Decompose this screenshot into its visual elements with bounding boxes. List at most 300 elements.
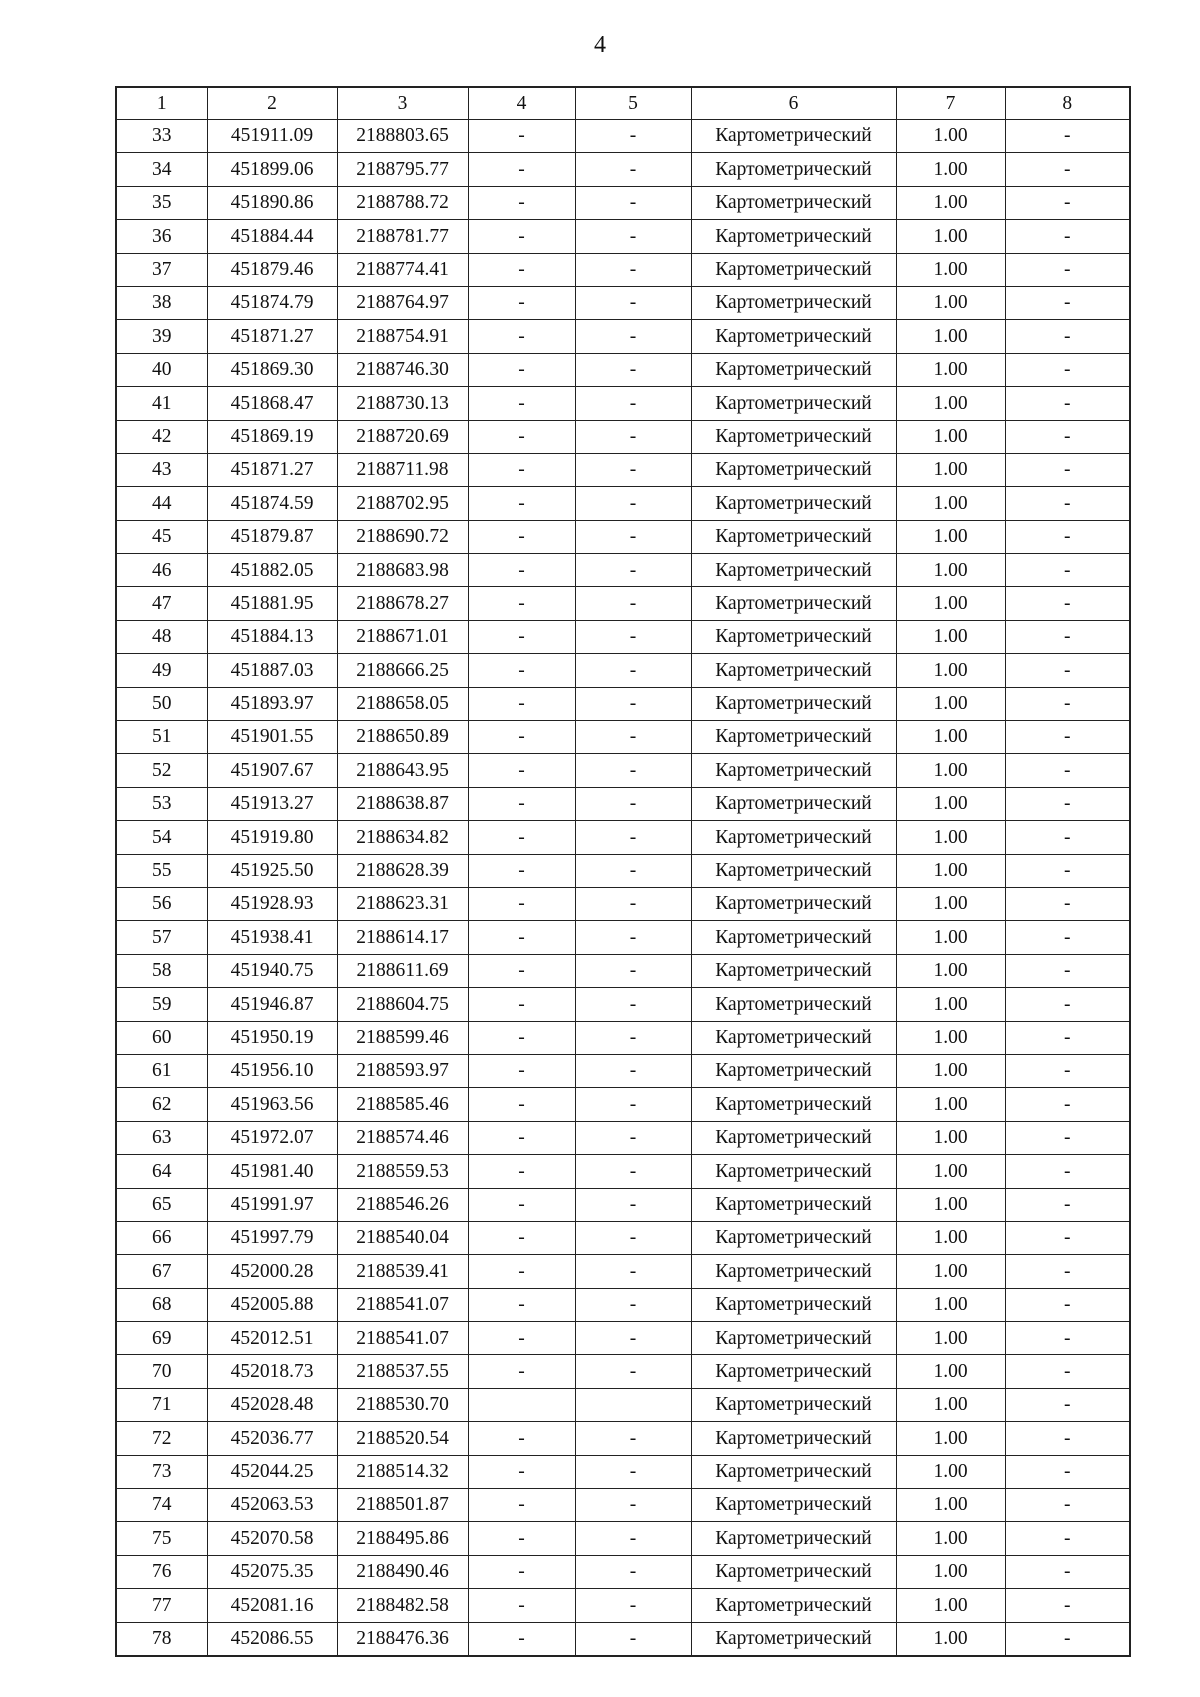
table-row xyxy=(116,153,1130,186)
column-header-8: 8 xyxy=(1005,87,1130,120)
x-coordinate-cell: 451871.27 xyxy=(207,453,337,486)
table-row xyxy=(116,1188,1130,1221)
table-row xyxy=(116,286,1130,319)
x-coordinate-cell: 451882.05 xyxy=(207,554,337,587)
x-coordinate-cell: 451887.03 xyxy=(207,654,337,687)
method-cell: Картометрический xyxy=(691,1355,896,1388)
column-4-cell: - xyxy=(468,1622,575,1656)
accuracy-cell: 1.00 xyxy=(896,1221,1005,1254)
column-5-cell: - xyxy=(575,821,691,854)
x-coordinate-cell: 451869.19 xyxy=(207,420,337,453)
accuracy-cell: 1.00 xyxy=(896,1555,1005,1588)
table-row xyxy=(116,487,1130,520)
point-number-cell: 51 xyxy=(116,721,207,754)
column-8-cell: - xyxy=(1005,554,1130,587)
y-coordinate-cell: 2188634.82 xyxy=(337,821,468,854)
column-4-cell: - xyxy=(468,520,575,553)
table-row xyxy=(116,954,1130,987)
accuracy-cell: 1.00 xyxy=(896,153,1005,186)
point-number-cell: 58 xyxy=(116,954,207,987)
column-8-cell: - xyxy=(1005,954,1130,987)
column-8-cell: - xyxy=(1005,1188,1130,1221)
method-cell: Картометрический xyxy=(691,554,896,587)
table-row xyxy=(116,1221,1130,1254)
column-8-cell: - xyxy=(1005,1555,1130,1588)
x-coordinate-cell: 452000.28 xyxy=(207,1255,337,1288)
column-8-cell: - xyxy=(1005,1322,1130,1355)
accuracy-cell: 1.00 xyxy=(896,453,1005,486)
x-coordinate-cell: 451869.30 xyxy=(207,353,337,386)
y-coordinate-cell: 2188678.27 xyxy=(337,587,468,620)
x-coordinate-cell: 452086.55 xyxy=(207,1622,337,1656)
point-number-cell: 37 xyxy=(116,253,207,286)
point-number-cell: 57 xyxy=(116,921,207,954)
method-cell: Картометрический xyxy=(691,387,896,420)
column-8-cell: - xyxy=(1005,120,1130,153)
y-coordinate-cell: 2188650.89 xyxy=(337,721,468,754)
x-coordinate-cell: 452044.25 xyxy=(207,1455,337,1488)
table-row xyxy=(116,1589,1130,1622)
column-header-6: 6 xyxy=(691,87,896,120)
column-5-cell: - xyxy=(575,153,691,186)
accuracy-cell: 1.00 xyxy=(896,654,1005,687)
column-4-cell: - xyxy=(468,353,575,386)
column-4-cell: - xyxy=(468,654,575,687)
table-row xyxy=(116,754,1130,787)
table-row xyxy=(116,1021,1130,1054)
accuracy-cell: 1.00 xyxy=(896,787,1005,820)
point-number-cell: 62 xyxy=(116,1088,207,1121)
column-5-cell: - xyxy=(575,1255,691,1288)
accuracy-cell: 1.00 xyxy=(896,1422,1005,1455)
column-8-cell: - xyxy=(1005,1255,1130,1288)
accuracy-cell: 1.00 xyxy=(896,1455,1005,1488)
method-cell: Картометрический xyxy=(691,520,896,553)
column-4-cell: - xyxy=(468,1054,575,1087)
x-coordinate-cell: 451884.44 xyxy=(207,220,337,253)
column-5-cell: - xyxy=(575,1088,691,1121)
table-row xyxy=(116,620,1130,653)
point-number-cell: 42 xyxy=(116,420,207,453)
table-row xyxy=(116,587,1130,620)
accuracy-cell: 1.00 xyxy=(896,120,1005,153)
table-row xyxy=(116,787,1130,820)
x-coordinate-cell: 451879.87 xyxy=(207,520,337,553)
column-5-cell: - xyxy=(575,1622,691,1656)
y-coordinate-cell: 2188604.75 xyxy=(337,988,468,1021)
point-number-cell: 60 xyxy=(116,1021,207,1054)
column-4-cell: - xyxy=(468,587,575,620)
method-cell: Картометрический xyxy=(691,1088,896,1121)
table-row xyxy=(116,253,1130,286)
method-cell: Картометрический xyxy=(691,687,896,720)
method-cell: Картометрический xyxy=(691,1622,896,1656)
column-4-cell: - xyxy=(468,153,575,186)
x-coordinate-cell: 451907.67 xyxy=(207,754,337,787)
column-8-cell: - xyxy=(1005,1622,1130,1656)
y-coordinate-cell: 2188803.65 xyxy=(337,120,468,153)
accuracy-cell: 1.00 xyxy=(896,921,1005,954)
table-row xyxy=(116,353,1130,386)
table-row xyxy=(116,821,1130,854)
column-4-cell: - xyxy=(468,1322,575,1355)
column-4-cell: - xyxy=(468,253,575,286)
column-5-cell: - xyxy=(575,1288,691,1321)
column-8-cell: - xyxy=(1005,420,1130,453)
point-number-cell: 50 xyxy=(116,687,207,720)
column-8-cell: - xyxy=(1005,253,1130,286)
column-5-cell: - xyxy=(575,1322,691,1355)
point-number-cell: 33 xyxy=(116,120,207,153)
column-8-cell: - xyxy=(1005,821,1130,854)
table-row xyxy=(116,887,1130,920)
column-8-cell: - xyxy=(1005,1121,1130,1154)
column-4-cell: - xyxy=(468,1422,575,1455)
point-number-cell: 56 xyxy=(116,887,207,920)
point-number-cell: 72 xyxy=(116,1422,207,1455)
method-cell: Картометрический xyxy=(691,220,896,253)
table-row xyxy=(116,1288,1130,1321)
point-number-cell: 55 xyxy=(116,854,207,887)
accuracy-cell: 1.00 xyxy=(896,520,1005,553)
column-4-cell: - xyxy=(468,186,575,219)
column-5-cell: - xyxy=(575,587,691,620)
y-coordinate-cell: 2188514.32 xyxy=(337,1455,468,1488)
x-coordinate-cell: 451871.27 xyxy=(207,320,337,353)
column-8-cell: - xyxy=(1005,787,1130,820)
accuracy-cell: 1.00 xyxy=(896,1021,1005,1054)
accuracy-cell: 1.00 xyxy=(896,320,1005,353)
x-coordinate-cell: 451956.10 xyxy=(207,1054,337,1087)
method-cell: Картометрический xyxy=(691,1288,896,1321)
y-coordinate-cell: 2188781.77 xyxy=(337,220,468,253)
point-number-cell: 52 xyxy=(116,754,207,787)
y-coordinate-cell: 2188541.07 xyxy=(337,1288,468,1321)
method-cell: Картометрический xyxy=(691,887,896,920)
column-4-cell: - xyxy=(468,1188,575,1221)
table-row xyxy=(116,1322,1130,1355)
point-number-cell: 78 xyxy=(116,1622,207,1656)
point-number-cell: 68 xyxy=(116,1288,207,1321)
column-8-cell: - xyxy=(1005,220,1130,253)
table-row xyxy=(116,1422,1130,1455)
table-row xyxy=(116,1489,1130,1522)
column-4-cell: - xyxy=(468,854,575,887)
column-4-cell: - xyxy=(468,1255,575,1288)
table-row xyxy=(116,988,1130,1021)
column-4-cell: - xyxy=(468,887,575,920)
accuracy-cell: 1.00 xyxy=(896,554,1005,587)
point-number-cell: 48 xyxy=(116,620,207,653)
column-5-cell: - xyxy=(575,554,691,587)
column-8-cell: - xyxy=(1005,620,1130,653)
table-row xyxy=(116,654,1130,687)
column-5-cell: - xyxy=(575,1489,691,1522)
table-row xyxy=(116,1121,1130,1154)
table-row xyxy=(116,1088,1130,1121)
point-number-cell: 74 xyxy=(116,1489,207,1522)
y-coordinate-cell: 2188539.41 xyxy=(337,1255,468,1288)
table-row xyxy=(116,1388,1130,1421)
y-coordinate-cell: 2188495.86 xyxy=(337,1522,468,1555)
method-cell: Картометрический xyxy=(691,186,896,219)
column-4-cell: - xyxy=(468,1155,575,1188)
accuracy-cell: 1.00 xyxy=(896,687,1005,720)
column-8-cell: - xyxy=(1005,654,1130,687)
point-number-cell: 53 xyxy=(116,787,207,820)
method-cell: Картометрический xyxy=(691,120,896,153)
point-number-cell: 66 xyxy=(116,1221,207,1254)
column-header-1: 1 xyxy=(116,87,207,120)
method-cell: Картометрический xyxy=(691,153,896,186)
column-5-cell: - xyxy=(575,988,691,1021)
accuracy-cell: 1.00 xyxy=(896,353,1005,386)
accuracy-cell: 1.00 xyxy=(896,1188,1005,1221)
column-4-cell: - xyxy=(468,1021,575,1054)
table-row xyxy=(116,1622,1130,1656)
column-5-cell: - xyxy=(575,286,691,319)
column-8-cell: - xyxy=(1005,1388,1130,1421)
column-5-cell: - xyxy=(575,754,691,787)
x-coordinate-cell: 452070.58 xyxy=(207,1522,337,1555)
x-coordinate-cell: 452028.48 xyxy=(207,1388,337,1421)
method-cell: Картометрический xyxy=(691,1555,896,1588)
point-number-cell: 35 xyxy=(116,186,207,219)
point-number-cell: 75 xyxy=(116,1522,207,1555)
accuracy-cell: 1.00 xyxy=(896,854,1005,887)
method-cell: Картометрический xyxy=(691,954,896,987)
column-8-cell: - xyxy=(1005,721,1130,754)
table-row xyxy=(116,220,1130,253)
method-cell: Картометрический xyxy=(691,754,896,787)
table-row xyxy=(116,1555,1130,1588)
table-row xyxy=(116,320,1130,353)
column-4-cell: - xyxy=(468,1221,575,1254)
column-8-cell: - xyxy=(1005,921,1130,954)
column-4-cell: - xyxy=(468,554,575,587)
column-4-cell: - xyxy=(468,721,575,754)
y-coordinate-cell: 2188501.87 xyxy=(337,1489,468,1522)
method-cell: Картометрический xyxy=(691,453,896,486)
table-header-row xyxy=(116,87,1130,120)
column-4-cell: - xyxy=(468,1288,575,1321)
column-8-cell: - xyxy=(1005,1155,1130,1188)
x-coordinate-cell: 451901.55 xyxy=(207,721,337,754)
column-5-cell: - xyxy=(575,1054,691,1087)
column-4-cell: - xyxy=(468,620,575,653)
y-coordinate-cell: 2188599.46 xyxy=(337,1021,468,1054)
x-coordinate-cell: 451938.41 xyxy=(207,921,337,954)
column-8-cell: - xyxy=(1005,387,1130,420)
y-coordinate-cell: 2188795.77 xyxy=(337,153,468,186)
y-coordinate-cell: 2188585.46 xyxy=(337,1088,468,1121)
x-coordinate-cell: 452005.88 xyxy=(207,1288,337,1321)
x-coordinate-cell: 451911.09 xyxy=(207,120,337,153)
point-number-cell: 70 xyxy=(116,1355,207,1388)
column-4-cell: - xyxy=(468,1522,575,1555)
x-coordinate-cell: 451879.46 xyxy=(207,253,337,286)
column-8-cell: - xyxy=(1005,286,1130,319)
table-row xyxy=(116,1255,1130,1288)
x-coordinate-cell: 451890.86 xyxy=(207,186,337,219)
column-4-cell: - xyxy=(468,420,575,453)
accuracy-cell: 1.00 xyxy=(896,1155,1005,1188)
accuracy-cell: 1.00 xyxy=(896,988,1005,1021)
method-cell: Картометрический xyxy=(691,1121,896,1154)
method-cell: Картометрический xyxy=(691,1221,896,1254)
column-4-cell xyxy=(468,1388,575,1421)
point-number-cell: 73 xyxy=(116,1455,207,1488)
method-cell: Картометрический xyxy=(691,1388,896,1421)
x-coordinate-cell: 451874.79 xyxy=(207,286,337,319)
y-coordinate-cell: 2188774.41 xyxy=(337,253,468,286)
method-cell: Картометрический xyxy=(691,353,896,386)
column-4-cell: - xyxy=(468,487,575,520)
point-number-cell: 54 xyxy=(116,821,207,854)
column-8-cell: - xyxy=(1005,754,1130,787)
column-5-cell: - xyxy=(575,487,691,520)
column-8-cell: - xyxy=(1005,153,1130,186)
accuracy-cell: 1.00 xyxy=(896,954,1005,987)
y-coordinate-cell: 2188730.13 xyxy=(337,387,468,420)
method-cell: Картометрический xyxy=(691,487,896,520)
method-cell: Картометрический xyxy=(691,420,896,453)
y-coordinate-cell: 2188537.55 xyxy=(337,1355,468,1388)
y-coordinate-cell: 2188623.31 xyxy=(337,887,468,920)
y-coordinate-cell: 2188720.69 xyxy=(337,420,468,453)
column-5-cell: - xyxy=(575,620,691,653)
table-row xyxy=(116,1155,1130,1188)
column-5-cell: - xyxy=(575,387,691,420)
x-coordinate-cell: 452018.73 xyxy=(207,1355,337,1388)
column-5-cell: - xyxy=(575,1221,691,1254)
column-8-cell: - xyxy=(1005,353,1130,386)
point-number-cell: 59 xyxy=(116,988,207,1021)
column-4-cell: - xyxy=(468,1555,575,1588)
method-cell: Картометрический xyxy=(691,253,896,286)
method-cell: Картометрический xyxy=(691,1255,896,1288)
x-coordinate-cell: 451997.79 xyxy=(207,1221,337,1254)
x-coordinate-cell: 451963.56 xyxy=(207,1088,337,1121)
column-4-cell: - xyxy=(468,286,575,319)
column-8-cell: - xyxy=(1005,1021,1130,1054)
column-4-cell: - xyxy=(468,1455,575,1488)
method-cell: Картометрический xyxy=(691,854,896,887)
x-coordinate-cell: 451946.87 xyxy=(207,988,337,1021)
point-number-cell: 46 xyxy=(116,554,207,587)
accuracy-cell: 1.00 xyxy=(896,821,1005,854)
y-coordinate-cell: 2188520.54 xyxy=(337,1422,468,1455)
y-coordinate-cell: 2188530.70 xyxy=(337,1388,468,1421)
table-row xyxy=(116,420,1130,453)
x-coordinate-cell: 452036.77 xyxy=(207,1422,337,1455)
accuracy-cell: 1.00 xyxy=(896,1054,1005,1087)
accuracy-cell: 1.00 xyxy=(896,1622,1005,1656)
method-cell: Картометрический xyxy=(691,1489,896,1522)
y-coordinate-cell: 2188754.91 xyxy=(337,320,468,353)
accuracy-cell: 1.00 xyxy=(896,1388,1005,1421)
table-row xyxy=(116,554,1130,587)
column-5-cell: - xyxy=(575,120,691,153)
table-row xyxy=(116,687,1130,720)
column-4-cell: - xyxy=(468,821,575,854)
x-coordinate-cell: 451868.47 xyxy=(207,387,337,420)
method-cell: Картометрический xyxy=(691,988,896,1021)
accuracy-cell: 1.00 xyxy=(896,487,1005,520)
coordinates-table xyxy=(115,86,1131,1657)
y-coordinate-cell: 2188574.46 xyxy=(337,1121,468,1154)
y-coordinate-cell: 2188643.95 xyxy=(337,754,468,787)
column-8-cell: - xyxy=(1005,520,1130,553)
x-coordinate-cell: 451874.59 xyxy=(207,487,337,520)
point-number-cell: 71 xyxy=(116,1388,207,1421)
point-number-cell: 34 xyxy=(116,153,207,186)
x-coordinate-cell: 452075.35 xyxy=(207,1555,337,1588)
column-4-cell: - xyxy=(468,220,575,253)
column-4-cell: - xyxy=(468,387,575,420)
column-5-cell xyxy=(575,1388,691,1421)
column-4-cell: - xyxy=(468,1121,575,1154)
column-header-4: 4 xyxy=(468,87,575,120)
column-5-cell: - xyxy=(575,1555,691,1588)
point-number-cell: 76 xyxy=(116,1555,207,1588)
column-5-cell: - xyxy=(575,1455,691,1488)
accuracy-cell: 1.00 xyxy=(896,1088,1005,1121)
y-coordinate-cell: 2188593.97 xyxy=(337,1054,468,1087)
column-8-cell: - xyxy=(1005,587,1130,620)
accuracy-cell: 1.00 xyxy=(896,253,1005,286)
point-number-cell: 49 xyxy=(116,654,207,687)
point-number-cell: 77 xyxy=(116,1589,207,1622)
accuracy-cell: 1.00 xyxy=(896,887,1005,920)
column-8-cell: - xyxy=(1005,1455,1130,1488)
accuracy-cell: 1.00 xyxy=(896,286,1005,319)
accuracy-cell: 1.00 xyxy=(896,620,1005,653)
accuracy-cell: 1.00 xyxy=(896,1489,1005,1522)
x-coordinate-cell: 451928.93 xyxy=(207,887,337,920)
column-8-cell: - xyxy=(1005,186,1130,219)
table-row xyxy=(116,721,1130,754)
y-coordinate-cell: 2188711.98 xyxy=(337,453,468,486)
method-cell: Картометрический xyxy=(691,654,896,687)
accuracy-cell: 1.00 xyxy=(896,220,1005,253)
x-coordinate-cell: 452012.51 xyxy=(207,1322,337,1355)
column-4-cell: - xyxy=(468,453,575,486)
x-coordinate-cell: 451991.97 xyxy=(207,1188,337,1221)
column-5-cell: - xyxy=(575,887,691,920)
y-coordinate-cell: 2188541.07 xyxy=(337,1322,468,1355)
y-coordinate-cell: 2188546.26 xyxy=(337,1188,468,1221)
column-5-cell: - xyxy=(575,420,691,453)
table-row xyxy=(116,120,1130,153)
accuracy-cell: 1.00 xyxy=(896,721,1005,754)
method-cell: Картометрический xyxy=(691,1422,896,1455)
column-5-cell: - xyxy=(575,1121,691,1154)
point-number-cell: 36 xyxy=(116,220,207,253)
column-4-cell: - xyxy=(468,320,575,353)
accuracy-cell: 1.00 xyxy=(896,587,1005,620)
point-number-cell: 40 xyxy=(116,353,207,386)
x-coordinate-cell: 451919.80 xyxy=(207,821,337,854)
column-8-cell: - xyxy=(1005,1288,1130,1321)
method-cell: Картометрический xyxy=(691,1455,896,1488)
column-8-cell: - xyxy=(1005,1221,1130,1254)
point-number-cell: 45 xyxy=(116,520,207,553)
column-8-cell: - xyxy=(1005,1355,1130,1388)
y-coordinate-cell: 2188666.25 xyxy=(337,654,468,687)
y-coordinate-cell: 2188788.72 xyxy=(337,186,468,219)
column-4-cell: - xyxy=(468,1589,575,1622)
